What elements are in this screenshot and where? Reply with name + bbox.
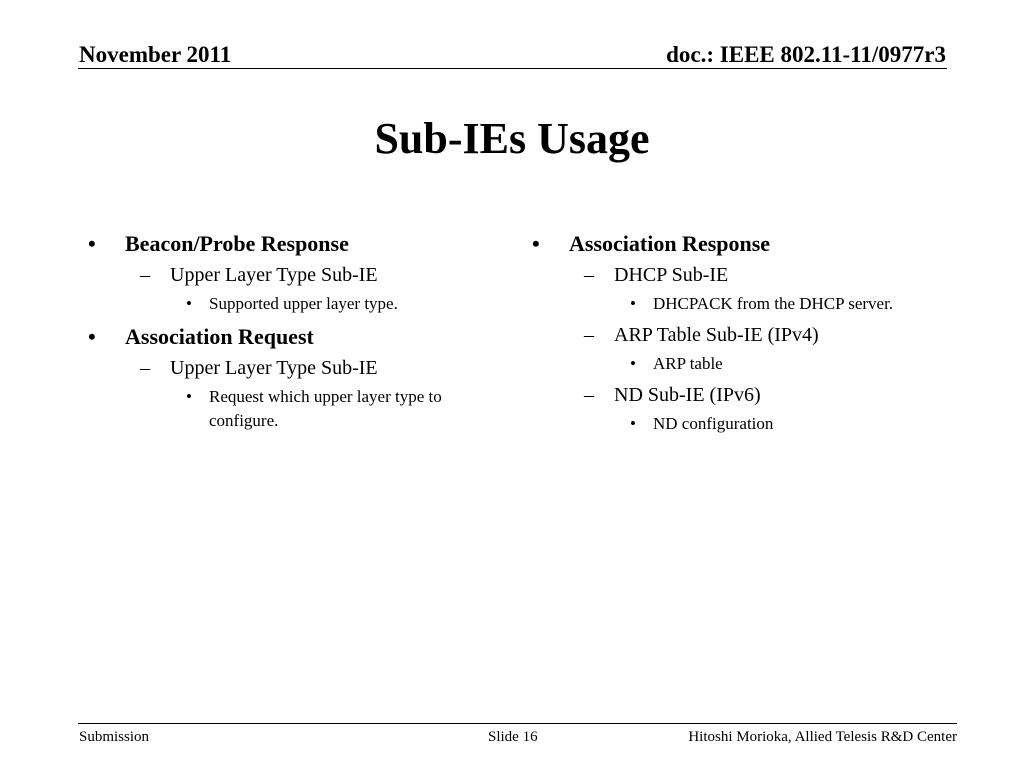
bullet-label: Beacon/Probe Response [125, 231, 349, 256]
detail-label: Request which upper layer type to configure. [209, 387, 442, 430]
bullet-item [88, 322, 468, 352]
dash-icon: – [584, 384, 594, 406]
dash-icon: – [140, 357, 150, 379]
detail-item [88, 385, 469, 433]
sub-bullet-item [532, 262, 912, 289]
dash-icon: – [140, 264, 150, 286]
sub-bullet-item [88, 262, 468, 289]
bullet-item [88, 229, 468, 259]
left-column [88, 229, 468, 439]
bullet-group [88, 229, 468, 316]
detail-item [532, 292, 913, 316]
footer-author: Hitoshi Morioka, Allied Telesis R&D Center [688, 729, 957, 745]
sub-bullet-label: ND Sub-IE (IPv6) [614, 384, 761, 406]
footer-divider [78, 723, 957, 724]
sub-bullet-label: Upper Layer Type Sub-IE [170, 264, 378, 286]
bullet-icon: • [186, 294, 192, 313]
bullet-item [532, 229, 912, 259]
detail-item [88, 292, 469, 316]
detail-label: ARP table [653, 354, 723, 373]
slide-title: Sub-IEs Usage [374, 114, 650, 163]
bullet-icon: • [630, 414, 636, 433]
bullet-icon: • [88, 324, 96, 349]
bullet-icon: • [630, 354, 636, 373]
bullet-group [88, 322, 468, 433]
dash-icon: – [584, 324, 594, 346]
header-doc-id: doc.: IEEE 802.11-11/0977r3 [666, 42, 946, 67]
header-date: November 2011 [79, 42, 232, 67]
sub-bullet-item [88, 355, 468, 382]
dash-icon: – [584, 264, 594, 286]
footer-slide-number: Slide 16 [488, 729, 538, 745]
detail-item [532, 352, 913, 376]
sub-bullet-label: Upper Layer Type Sub-IE [170, 357, 378, 379]
footer-submission: Submission [79, 729, 150, 745]
sub-bullet-label: DHCP Sub-IE [614, 264, 729, 286]
header-divider [78, 68, 947, 69]
right-column [532, 229, 912, 442]
detail-item [532, 412, 913, 436]
bullet-icon: • [186, 387, 192, 406]
bullet-group [532, 229, 912, 436]
sub-bullet-item [532, 322, 912, 349]
bullet-label: Association Response [569, 231, 771, 256]
bullet-icon: • [88, 231, 96, 256]
detail-label: ND configuration [653, 414, 774, 433]
bullet-label: Association Request [125, 324, 314, 349]
sub-bullet-label: ARP Table Sub-IE (IPv4) [614, 324, 819, 346]
detail-label: DHCPACK from the DHCP server. [653, 294, 894, 313]
bullet-icon: • [630, 294, 636, 313]
sub-bullet-item [532, 382, 912, 409]
detail-label: Supported upper layer type. [209, 294, 398, 313]
bullet-icon: • [532, 231, 540, 256]
